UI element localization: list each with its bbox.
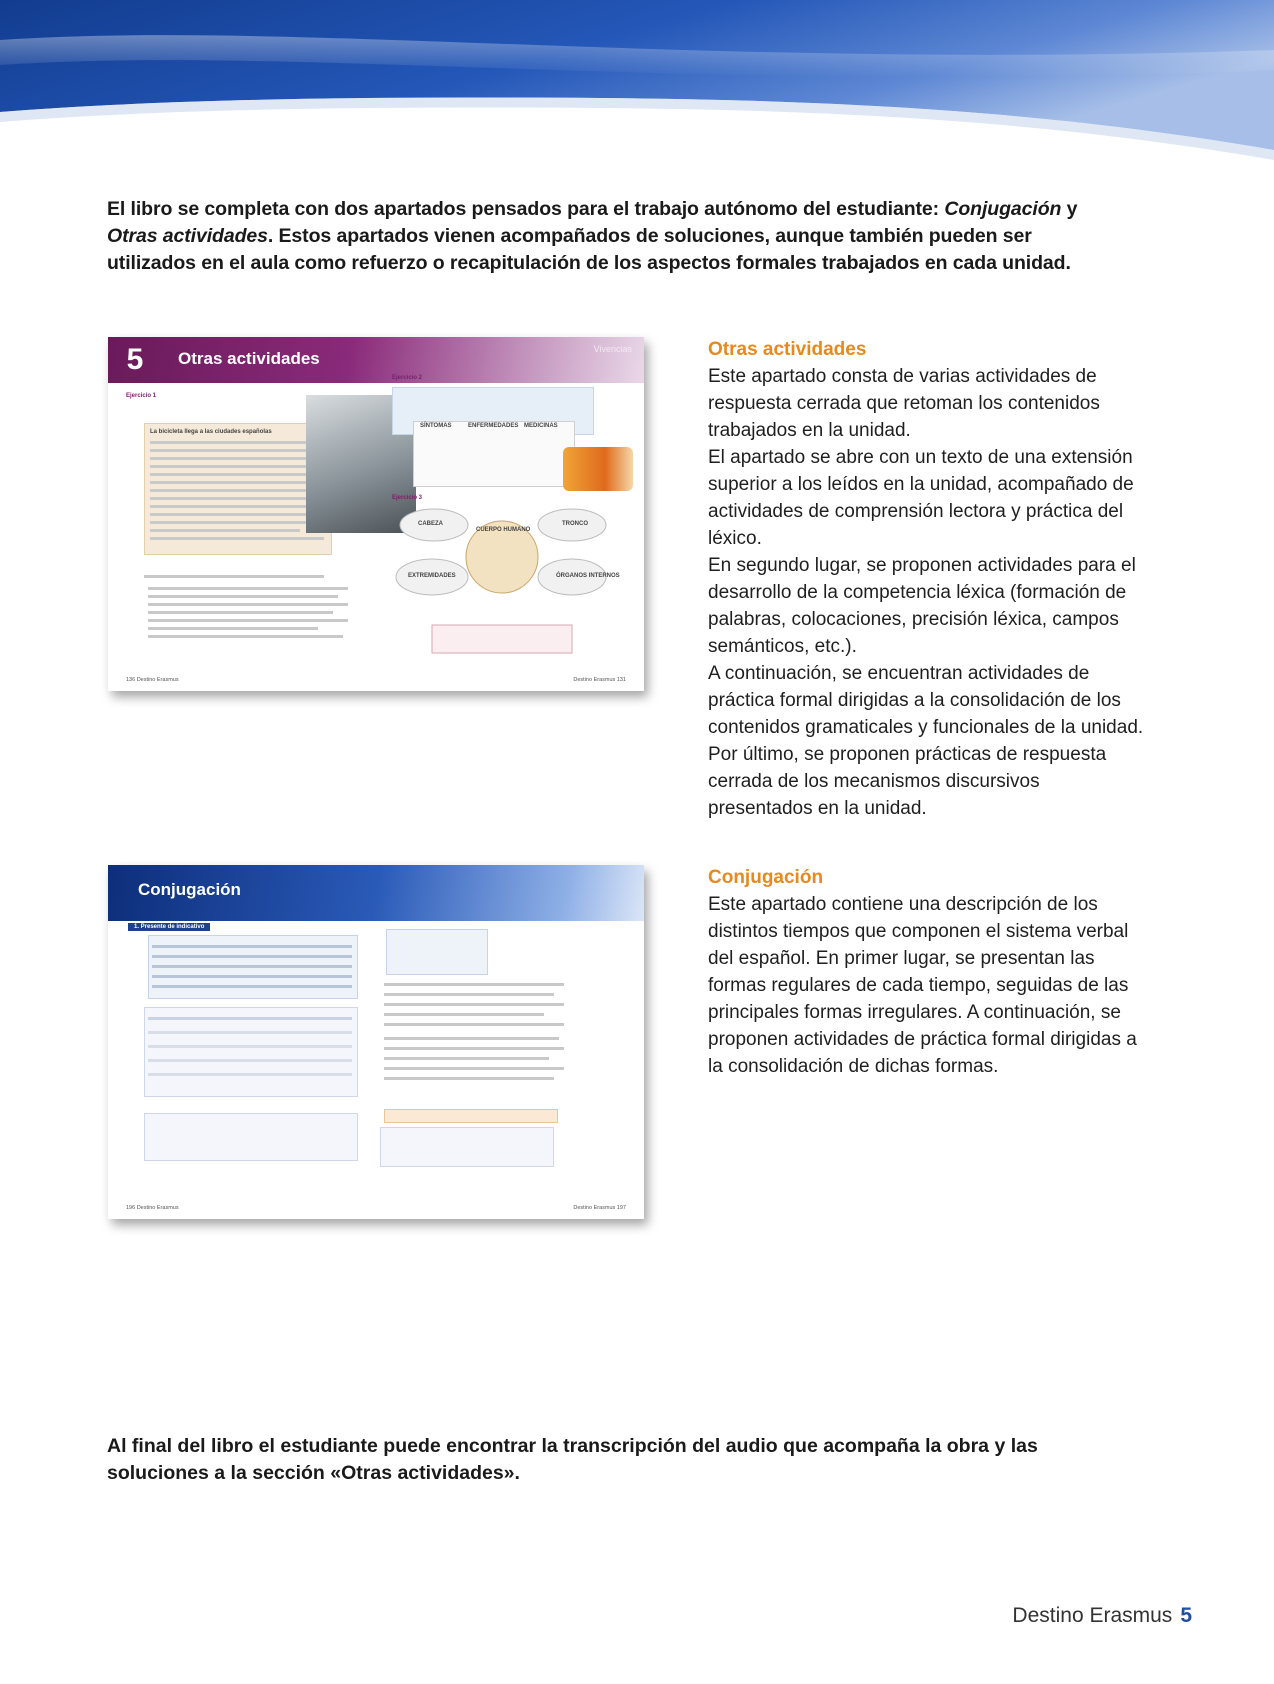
label-extremidades: EXTREMIDADES bbox=[408, 573, 456, 579]
footer-book-title: Destino Erasmus bbox=[1012, 1604, 1173, 1627]
otras-paragraph-1: Este apartado consta de varias actividades de respuesta cerrada que retoman los contenidos trabajados en la unidad. bbox=[708, 366, 1100, 441]
otras-actividades-heading: Otras actividades bbox=[708, 339, 867, 360]
pill-bottles-photo bbox=[563, 447, 633, 491]
otras-paragraph-3: En segundo lugar, se proponen actividades para el desarrollo de la competencia léxica (formación de palabras, colocaciones, precisión léxica, campos semánticos, etc.). bbox=[708, 555, 1136, 657]
conjugacion-thumbnail bbox=[108, 865, 644, 1219]
irregular-verbs-table-1 bbox=[144, 1007, 358, 1097]
thumbnail-title: Otras actividades bbox=[178, 349, 320, 368]
symptoms-table bbox=[413, 421, 575, 487]
thumbnail-header bbox=[108, 337, 644, 383]
exercise-2-label: Ejercicio 2 bbox=[392, 375, 423, 381]
conjugacion-section bbox=[708, 864, 1148, 1080]
thumb-footer-right: Destino Erasmus 131 bbox=[573, 677, 626, 683]
header-wave-banner bbox=[0, 0, 1274, 160]
label-cabeza: CABEZA bbox=[418, 521, 443, 527]
section-subhead: 1. Presente de indicativo bbox=[128, 923, 210, 931]
intro-emphasis-otras: Otras actividades bbox=[107, 225, 268, 247]
intro-paragraph bbox=[107, 196, 1107, 277]
section-name: Vivencias bbox=[593, 344, 632, 354]
otras-paragraph-5: Por último, se proponen prácticas de respuesta cerrada de los mecanismos discursivos presentados en la unidad. bbox=[708, 744, 1107, 819]
col-medicinas: MEDICINAS bbox=[524, 423, 558, 429]
unit-number: 5 bbox=[126, 343, 144, 376]
conjugacion-heading: Conjugación bbox=[708, 867, 824, 888]
thumb-footer-left: 136 Destino Erasmus bbox=[126, 677, 179, 683]
otras-actividades-thumbnail bbox=[108, 337, 644, 691]
page-footer bbox=[1012, 1604, 1192, 1628]
page-number: 5 bbox=[1180, 1604, 1192, 1627]
irregular-verbs-table-2 bbox=[144, 1113, 358, 1161]
thumbnail-header bbox=[108, 865, 644, 921]
classification-table bbox=[380, 1127, 554, 1167]
intro-text-3: . Estos apartados vienen acompañados de soluciones, aunque también pueden ser utilizados en el aula como refuerzo o recapitulación de los aspectos formales trabajados en cada unidad. bbox=[107, 225, 1071, 274]
conjugacion-paragraph: Este apartado contiene una descripción de los distintos tiempos que componen el sistema verbal del español. En primer lugar, se presentan las formas regulares de cada tiempo, seguidas de las principales formas irregulares. A continuación, se proponen actividades de práctica formal dirigidas a la consolidación de dichas formas. bbox=[708, 894, 1137, 1077]
col-enfermedades: ENFERMEDADES bbox=[468, 423, 519, 429]
thumb-footer-left: 196 Destino Erasmus bbox=[126, 1205, 179, 1211]
exercise-1-label: Ejercicio 1 bbox=[126, 393, 157, 399]
label-cuerpo-humano: CUERPO HUMANO bbox=[476, 527, 531, 533]
col-sintomas: SÍNTOMAS bbox=[420, 423, 452, 429]
otras-paragraph-2: El apartado se abre con un texto de una extensión superior a los leídos en la unidad, acompañado de actividades de comprensión lectora y práctica del léxico. bbox=[708, 447, 1134, 549]
irregular-verbs-table-3 bbox=[386, 929, 488, 975]
exercise-3-label: Ejercicio 3 bbox=[392, 495, 423, 501]
thumbnail-title: Conjugación bbox=[138, 880, 241, 899]
reading-title: La bicicleta llega a las ciudades españolas bbox=[150, 429, 272, 435]
closing-paragraph: Al final del libro el estudiante puede encontrar la transcripción del audio que acompaña la obra y las soluciones a la sección «Otras actividades». bbox=[107, 1435, 1038, 1484]
label-tronco: TRONCO bbox=[562, 521, 588, 527]
intro-emphasis-conjugacion: Conjugación bbox=[944, 198, 1062, 220]
label-organos: ÓRGANOS INTERNOS bbox=[556, 573, 620, 579]
otras-actividades-section bbox=[708, 336, 1148, 822]
verb-bank bbox=[384, 1109, 558, 1123]
intro-text-2: y bbox=[1061, 198, 1078, 220]
intro-text-1: El libro se completa con dos apartados pensados para el trabajo autónomo del estudiante: bbox=[107, 198, 945, 220]
otras-paragraph-4: A continuación, se encuentran actividades de práctica formal dirigidas a la consolidación de los contenidos gramaticales y funcionales de la unidad. bbox=[708, 663, 1144, 738]
thumb-footer-right: Destino Erasmus 197 bbox=[573, 1205, 626, 1211]
